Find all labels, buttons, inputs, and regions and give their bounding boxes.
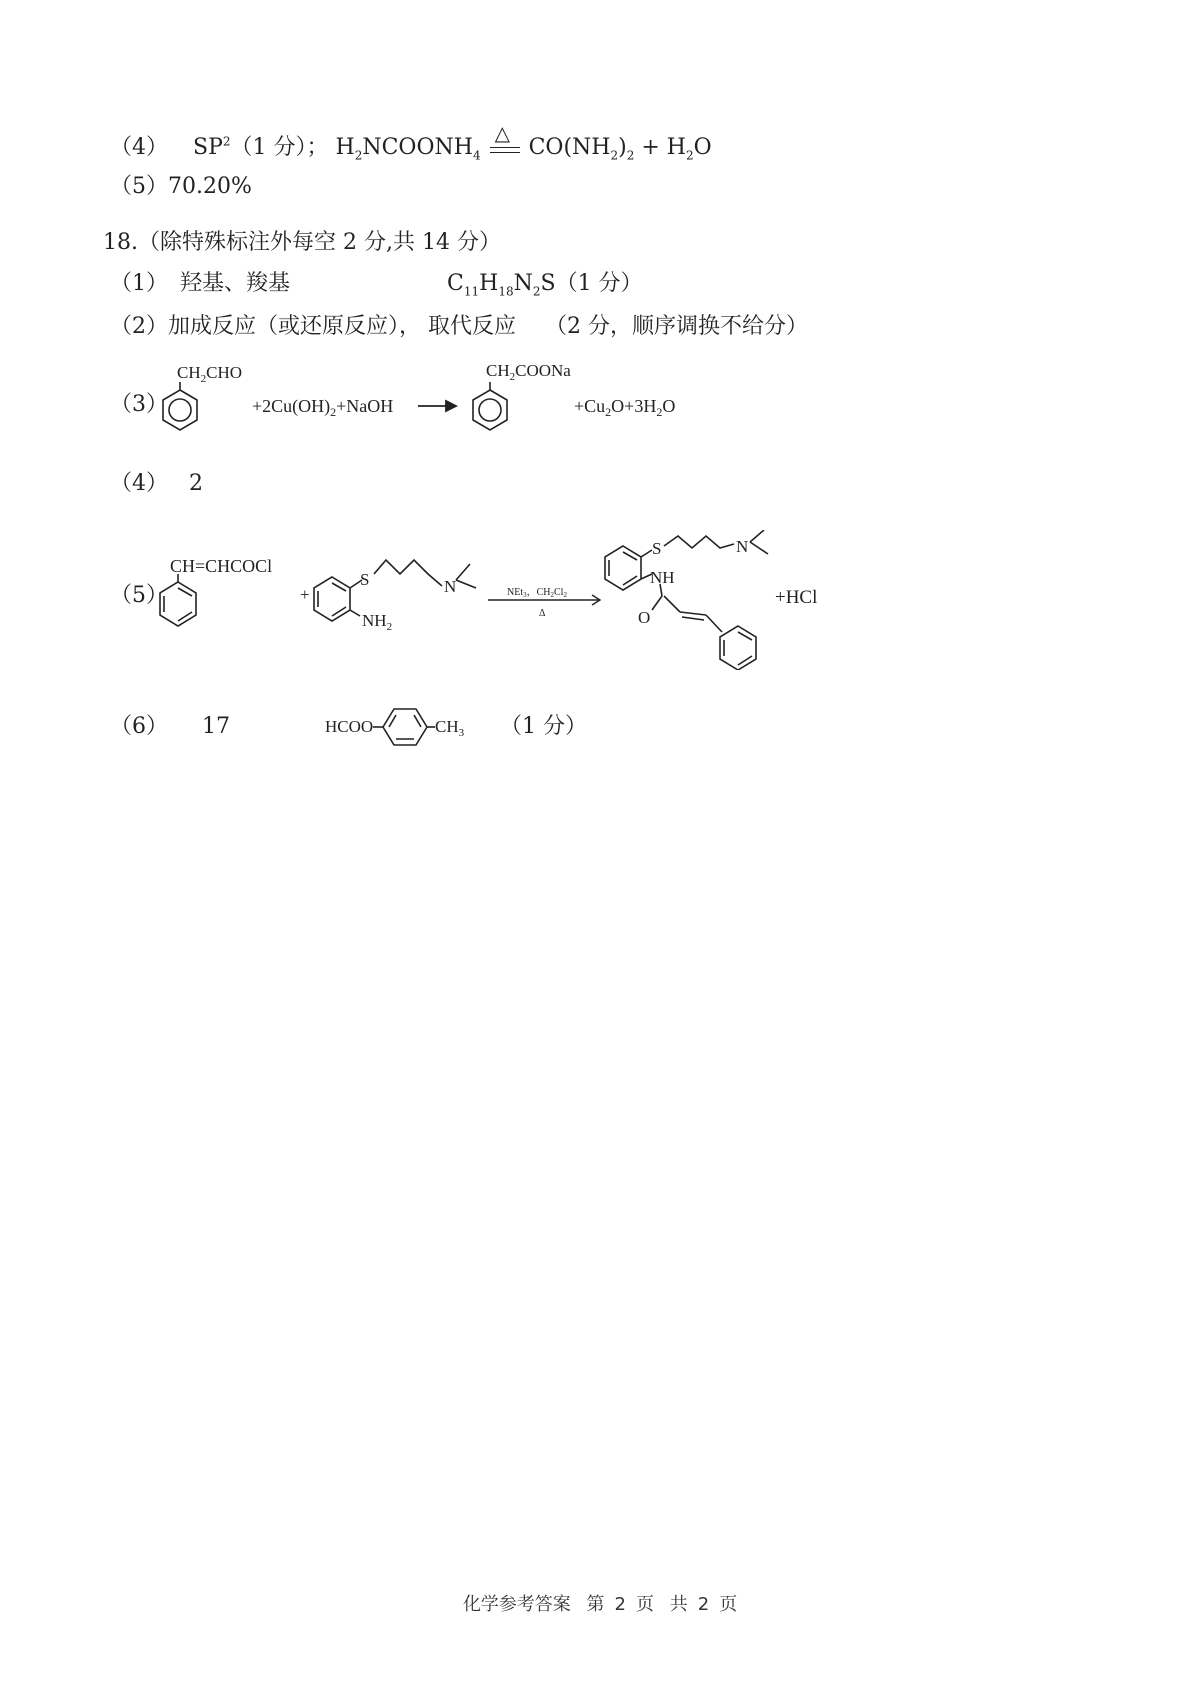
q17-item5 bbox=[110, 176, 252, 198]
q18-item6 bbox=[110, 716, 168, 738]
item-number: （4） bbox=[110, 471, 168, 496]
page-footer: 化学参考答案 第 2 页 共 2 页 bbox=[462, 1594, 738, 1615]
q18-item2 bbox=[110, 316, 516, 338]
score-note: （1 分） bbox=[500, 714, 587, 739]
answer-value: 17 bbox=[202, 714, 230, 739]
benzene-ring-cinnamoyl bbox=[160, 574, 196, 626]
methyl-group: $CH_3$ bbox=[435, 717, 465, 739]
carbonyl-oxygen: O bbox=[638, 608, 651, 627]
substituent-ch2coona: $CH_2COONa$ bbox=[486, 361, 571, 383]
formate-group: HCOO bbox=[325, 717, 374, 736]
substituent-ch2cho: $CH_2CHO$ bbox=[177, 363, 243, 385]
reaction-condition-top: NEt$_3$，$CH_2Cl_2$ bbox=[507, 587, 567, 599]
nitrogen-atom: N bbox=[444, 577, 457, 596]
q18-item5-equation bbox=[150, 530, 850, 670]
score-note: （2 分，顺序调换不给分） bbox=[545, 314, 808, 339]
functional-groups: 羟基、羧基 bbox=[180, 271, 291, 296]
score-note: （1 分） bbox=[555, 271, 643, 296]
reaction-types: 加成反应（或还原反应）， 取代反应 bbox=[168, 314, 516, 339]
reaction-arrow bbox=[418, 401, 456, 411]
reagents: $+2Cu(OH)_2+NaOH$ bbox=[252, 396, 394, 419]
product-formula: $CO(NH_2)_2 + H_2O$ bbox=[528, 135, 712, 163]
molecular-formula: $C_{11}H_{18}N_2S(1$ 分） bbox=[447, 271, 643, 299]
reaction-condition-bottom: Δ bbox=[539, 608, 546, 619]
page-number: 2 bbox=[614, 1594, 626, 1615]
item-number: （4） bbox=[110, 135, 168, 160]
q18-item4 bbox=[110, 473, 168, 495]
reactant-formula: $H_2NCOONH_4$ bbox=[335, 135, 481, 163]
q18-item1 bbox=[110, 273, 168, 295]
page-total: 2 bbox=[697, 1594, 710, 1615]
substituent-ch-chcocl: CH=CHCOCl bbox=[170, 556, 273, 576]
plus-sign: + bbox=[300, 585, 310, 604]
product-nh: NH bbox=[650, 568, 675, 587]
hcl-product: +HCl bbox=[775, 587, 818, 608]
q18-item5-number: （5） bbox=[110, 583, 168, 608]
score-note: （1 分）； bbox=[230, 135, 329, 160]
amino-group: $NH_2$ bbox=[362, 611, 393, 633]
item-number: （1） bbox=[110, 271, 168, 296]
q18-header: 18.（除特殊标注外每空 2 分,共 14 分） bbox=[103, 230, 501, 255]
q17-item4: （4） $SP^2(1$ 分）； $H_2NCOONH_4$ △ $CO(NH_2)_2 + H_2O$ bbox=[110, 121, 712, 163]
item-number: （6） bbox=[110, 714, 168, 739]
side-products: $+Cu_2O+3H_2O$ bbox=[574, 396, 676, 419]
benzene-ring-product bbox=[473, 382, 507, 430]
item-number: （5） bbox=[110, 174, 168, 199]
benzene-ring-reactant bbox=[163, 382, 197, 430]
item-number: （2） bbox=[110, 314, 168, 339]
q18-item6-structure bbox=[325, 701, 505, 751]
answer-value: 2 bbox=[189, 471, 203, 496]
sulfur-atom: S bbox=[360, 570, 370, 589]
benzene-ring-product-styryl bbox=[720, 626, 756, 670]
footer-title: 化学参考答案 bbox=[462, 1594, 571, 1615]
product-sulfur: S bbox=[652, 539, 662, 558]
q18-item3-equation bbox=[160, 358, 760, 438]
answer-text: 70.20% bbox=[168, 174, 252, 199]
heat-condition-symbol: △ bbox=[488, 137, 522, 159]
benzene-ring-para bbox=[373, 709, 435, 745]
hybridization: SP bbox=[193, 135, 223, 160]
product-nitrogen: N bbox=[736, 537, 749, 556]
q18-item3-number: （3） bbox=[110, 392, 168, 417]
